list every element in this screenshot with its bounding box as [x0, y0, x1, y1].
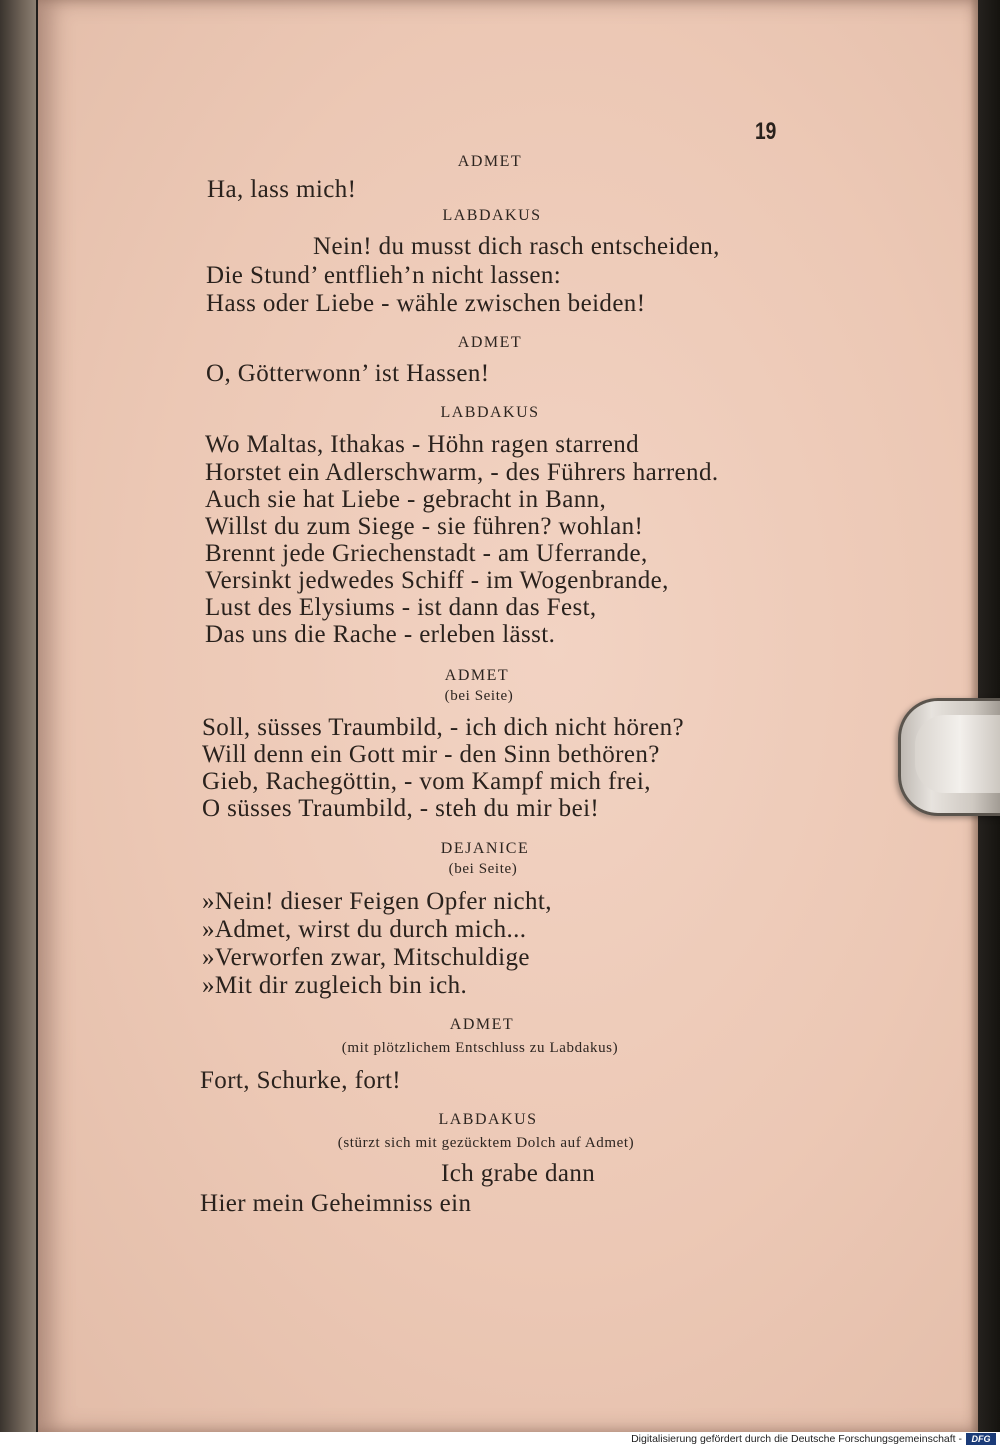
- speaker-name: ADMET: [444, 667, 510, 684]
- verse-line: Fort, Schurke, fort!: [200, 1067, 402, 1094]
- book-binding-left: [0, 0, 36, 1432]
- digitization-footer: [0, 1432, 1000, 1446]
- speaker-name: LABDAKUS: [442, 207, 542, 224]
- verse-line: O süsses Traumbild, - steh du mir bei!: [202, 795, 600, 822]
- stage-direction: (stürzt sich mit gezücktem Dolch auf Admet): [337, 1135, 635, 1151]
- verse-line: Ich grabe dann: [441, 1160, 596, 1187]
- speaker-name: DEJANICE: [440, 840, 530, 857]
- verse-line: »Admet, wirst du durch mich...: [202, 916, 527, 943]
- verse-line: Hass oder Liebe - wähle zwischen beiden!: [206, 290, 646, 317]
- verse-line: Brennt jede Griechenstadt - am Uferrande,: [205, 540, 648, 567]
- verse-line: Ha, lass mich!: [207, 176, 357, 203]
- verse-line: Horstet ein Adlerschwarm, - des Führers harrend.: [205, 459, 719, 486]
- verse-line: Hier mein Geheimniss ein: [200, 1190, 472, 1217]
- speaker-name: ADMET: [457, 153, 523, 170]
- speaker-name: LABDAKUS: [438, 1111, 538, 1128]
- verse-line: Wo Maltas, Ithakas - Höhn ragen starrend: [205, 431, 639, 458]
- verse-line: »Mit dir zugleich bin ich.: [202, 972, 468, 999]
- page-number: 19: [755, 118, 777, 145]
- speaker-name: ADMET: [449, 1016, 515, 1033]
- stage-direction: (bei Seite): [444, 688, 514, 704]
- verse-line: Die Stund’ entflieh’n nicht lassen:: [206, 262, 562, 289]
- dfg-logo: DFG: [966, 1433, 996, 1445]
- verse-line: Auch sie hat Liebe - gebracht in Bann,: [205, 486, 607, 513]
- verse-line: Soll, süsses Traumbild, - ich dich nicht hören?: [202, 714, 684, 741]
- verse-line: Willst du zum Siege - sie führen? wohlan!: [205, 513, 644, 540]
- clip-highlight: [915, 715, 1000, 793]
- speaker-name: LABDAKUS: [440, 404, 540, 421]
- verse-line: O, Götterwonn’ ist Hassen!: [206, 360, 490, 387]
- footer-credit: Digitalisierung gefördert durch die Deutsche Forschungsgemeinschaft -: [631, 1433, 962, 1445]
- speaker-name: ADMET: [457, 334, 523, 351]
- stage-direction: (bei Seite): [448, 861, 518, 877]
- verse-line: »Verworfen zwar, Mitschuldige: [202, 944, 530, 971]
- verse-line: Will denn ein Gott mir - den Sinn bethören?: [202, 741, 660, 768]
- verse-line: Lust des Elysiums - ist dann das Fest,: [205, 594, 597, 621]
- verse-line: Nein! du musst dich rasch entscheiden,: [313, 233, 720, 260]
- page-holder-clip: [898, 698, 1000, 816]
- verse-line: Versinkt jedwedes Schiff - im Wogenbrande,: [205, 567, 669, 594]
- verse-line: Gieb, Rachegöttin, - vom Kampf mich frei,: [202, 768, 651, 795]
- verse-line: »Nein! dieser Feigen Opfer nicht,: [202, 888, 552, 915]
- stage-direction: (mit plötzlichem Entschluss zu Labdakus): [341, 1040, 619, 1056]
- verse-line: Das uns die Rache - erleben lässt.: [205, 621, 556, 648]
